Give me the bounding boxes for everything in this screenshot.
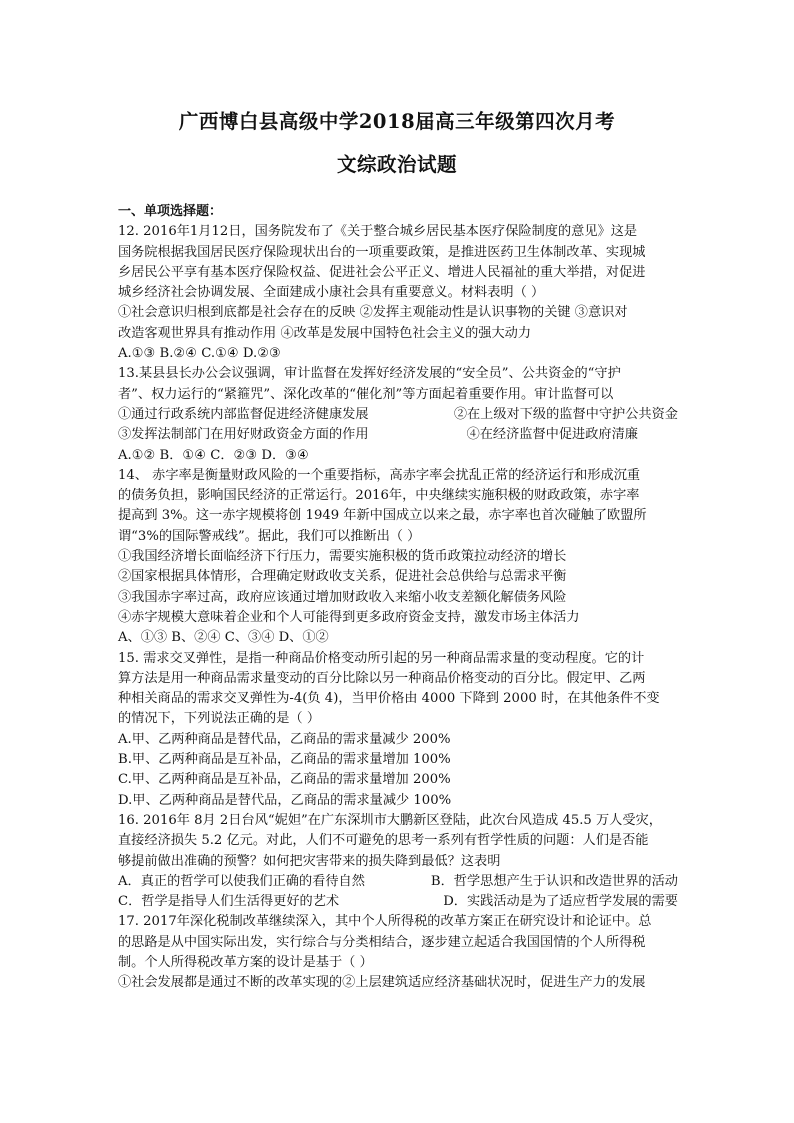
question-13 bbox=[118, 364, 678, 465]
question-14 bbox=[118, 466, 678, 649]
q12-line: 城乡经济社会协调发展、全面建成小康社会具有重要意义。材料表明（ ） bbox=[118, 285, 545, 301]
exam-body bbox=[118, 202, 678, 994]
q12-line: 改造客观世界具有推动作用 ④改革是发展中国特色社会主义的强大动力 bbox=[118, 325, 532, 341]
q16-option: C．哲学是指导人们生活得更好的艺术 bbox=[118, 894, 340, 910]
q13-line: 者”、权力运行的“紧箍咒”、深化改革的“催化剂”等方面起着重要作用。审计监督可以 bbox=[118, 386, 614, 402]
q12-line: 12. 2016年1月12日，国务院发布了《关于整合城乡居民基本医疗保险制度的意见》这是 bbox=[118, 224, 638, 240]
question-12 bbox=[118, 222, 678, 364]
q15-option: D.甲、乙两种商品是替代品，乙商品的需求量减少 100% bbox=[118, 792, 452, 808]
q14-line: 谓“3%的国际警戒线”。据此，我们可以推断出（ ） bbox=[118, 528, 421, 544]
q17-line: 制。个人所得税改革方案的设计是基于（ ） bbox=[118, 954, 373, 970]
q12-answers: A.①③ B.②④ C.①④ D.②③ bbox=[118, 346, 281, 362]
q13-option: ③发挥法制部门在用好财政资金方面的作用 bbox=[118, 427, 369, 443]
question-17 bbox=[118, 912, 678, 993]
q14-option: ①我国经济增长面临经济下行压力，需要实施积极的货币政策拉动经济的增长 bbox=[118, 549, 567, 565]
q16-options-row bbox=[118, 892, 678, 912]
q15-option: A.甲、乙两种商品是替代品，乙商品的需求量减少 200% bbox=[118, 731, 451, 747]
q15-line: 15. 需求交叉弹性，是指一种商品价格变动所引起的另一种商品需求量的变动程度。它的计 bbox=[118, 650, 645, 666]
q12-line: ①社会意识归根到底都是社会存在的反映 ②发挥主观能动性是认识事物的关键 ③意识对 bbox=[118, 305, 628, 321]
q13-answers: A.①② B．①④ C．②③ D．③④ bbox=[118, 447, 309, 463]
q15-option: B.甲、乙两种商品是互补品，乙商品的需求量增加 100% bbox=[118, 752, 451, 768]
q15-line: 的情况下，下列说法正确的是（ ） bbox=[118, 711, 321, 727]
q15-line: 算方法是用一种商品需求量变动的百分比除以另一种商品价格变动的百分比。假定甲、乙两 bbox=[118, 670, 646, 686]
q13-line: 13.某县县长办公会议强调，审计监督在发挥好经济发展的“安全员”、公共资金的“守护 bbox=[118, 366, 621, 382]
q13-options-row bbox=[118, 405, 678, 425]
q17-line: 的思路是从中国实际出发，实行综合与分类相结合，逐步建立起适合我国国情的个人所得税 bbox=[118, 934, 646, 950]
q16-line: 16. 2016年 8月 2日台风“妮妲”在广东深圳市大鹏新区登陆，此次台风造成 45.5 万人受灾， bbox=[118, 812, 662, 828]
q15-option: C.甲、乙两种商品是互补品，乙商品的需求量增加 200% bbox=[118, 772, 451, 788]
q16-options-row bbox=[118, 872, 678, 892]
q14-answers: A、①③ B、②④ C、③④ D、①② bbox=[118, 630, 329, 646]
q16-option: A．真正的哲学可以使我们正确的看待自然 bbox=[118, 873, 365, 889]
q17-line: 17. 2017年深化税制改革继续深入，其中个人所得税的改革方案正在研究设计和论证中。总 bbox=[118, 914, 652, 930]
question-16 bbox=[118, 811, 678, 912]
q13-options-row bbox=[118, 425, 678, 445]
question-15 bbox=[118, 649, 678, 811]
section-heading: 一、单项选择题： bbox=[118, 204, 223, 219]
q16-option: D．实践活动是为了适应哲学发展的需要 bbox=[443, 894, 678, 910]
q14-line: 14、 赤字率是衡量财政风险的一个重要指标，高赤字率会扰乱正常的经济运行和形成沉重 bbox=[118, 467, 641, 483]
q12-line: 国务院根据我国居民医疗保险现状出台的一项重要政策，是推进医药卫生体制改革、实现城 bbox=[118, 244, 646, 260]
q13-option: ②在上级对下级的监督中守护公共资金 bbox=[453, 406, 678, 422]
exam-title: 广西博白县高级中学2018届高三年级第四次月考 bbox=[178, 110, 616, 133]
q16-option: B．哲学思想产生于认识和改造世界的活动 bbox=[430, 873, 678, 889]
q14-option: ②国家根据具体情形，合理确定财政收支关系，促进社会总供给与总需求平衡 bbox=[118, 569, 567, 585]
q14-line: 提高到 3%。这一赤字规模将创 1949 年新中国成立以来之最，赤字率也首次碰触了欧盟所 bbox=[118, 508, 647, 524]
q13-option: ④在经济监督中促进政府清廉 bbox=[466, 427, 638, 443]
q14-line: 的债务负担，影响国民经济的正常运行。2016年，中央继续实施积极的财政政策，赤字率 bbox=[118, 488, 640, 504]
q13-option: ①通过行政系统内部监督促进经济健康发展 bbox=[118, 406, 369, 422]
q14-option: ④赤字规模大意味着企业和个人可能得到更多政府资金支持，激发市场主体活力 bbox=[118, 609, 580, 625]
q16-line: 够提前做出准确的预警？如何把灾害带来的损失降到最低？这表明 bbox=[118, 853, 501, 869]
exam-subtitle: 文综政治试题 bbox=[336, 153, 457, 176]
q12-line: 乡居民公平享有基本医疗保险权益、促进社会公平正义、增进人民福祉的重大举措，对促进 bbox=[118, 264, 646, 280]
q17-option: ①社会发展都是通过不断的改革实现的②上层建筑适应经济基础状况时，促进生产力的发展 bbox=[118, 975, 646, 991]
q15-line: 种相关商品的需求交叉弹性为-4(负 4)，当甲价格由 4000 下降到 2000 时，在其他条件不变 bbox=[118, 691, 660, 707]
q16-line: 直接经济损失 5.2 亿元。对此，人们不可避免的思考一系列有哲学性质的问题：人们是否能 bbox=[118, 833, 649, 849]
q14-option: ③我国赤字率过高，政府应该通过增加财政收入来缩小收支差额化解债务风险 bbox=[118, 589, 567, 605]
